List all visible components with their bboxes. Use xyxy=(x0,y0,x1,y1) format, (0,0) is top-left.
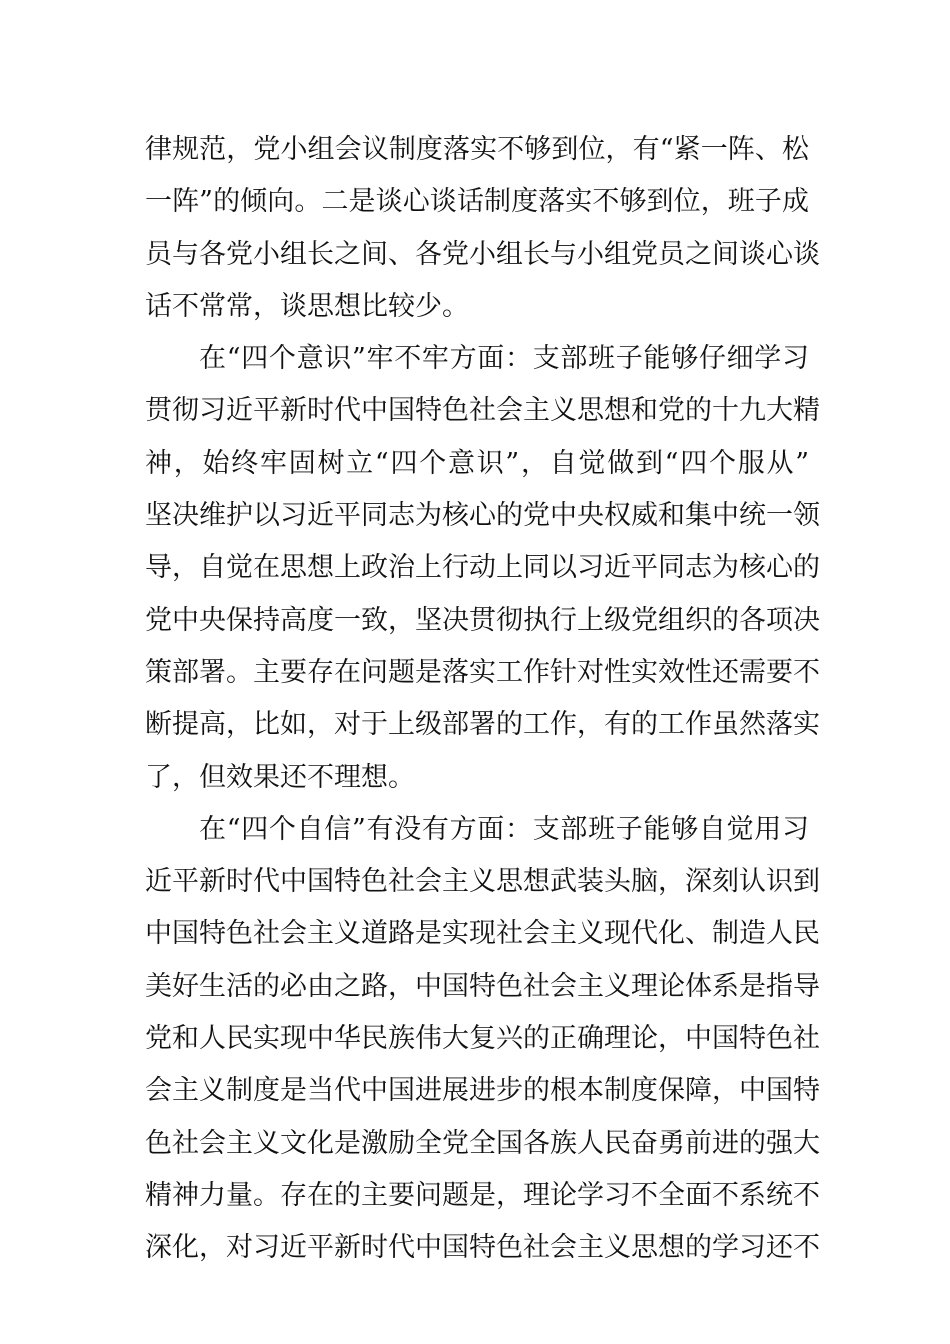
text-line: 神，始终牢固树立“四个意识”，自觉做到“四个服从” xyxy=(145,447,809,479)
text-line: 话不常常，谈思想比较少。 xyxy=(145,290,469,322)
text-line: 美好生活的必由之路，中国特色社会主义理论体系是指导 xyxy=(145,970,820,1002)
text-line: 色社会主义文化是激励全党全国各族人民奋勇前进的强大 xyxy=(145,1127,820,1159)
text-line: 精神力量。存在的主要问题是，理论学习不全面不系统不 xyxy=(145,1179,820,1211)
text-line: 律规范，党小组会议制度落实不够到位，有“紧一阵、松 xyxy=(145,134,809,165)
text-line: 会主义制度是当代中国进展进步的根本制度保障，中国特 xyxy=(145,1075,820,1107)
text-line: 坚决维护以习近平同志为核心的党中央权威和集中统一领 xyxy=(145,500,820,532)
text-line: 一阵”的倾向。二是谈心谈话制度落实不够到位，班子成 xyxy=(145,186,809,218)
text-line: 在“四个自信”有没有方面：支部班子能够自觉用习 xyxy=(199,813,809,845)
text-line: 断提高，比如，对于上级部署的工作，有的工作虽然落实 xyxy=(145,709,820,741)
text-line: 中国特色社会主义道路是实现社会主义现代化、制造人民 xyxy=(145,918,820,950)
text-line: 近平新时代中国特色社会主义思想武装头脑，深刻认识到 xyxy=(145,866,820,898)
text-line: 策部署。主要存在问题是落实工作针对性实效性还需要不 xyxy=(145,656,820,688)
text-line: 深化，对习近平新时代中国特色社会主义思想的学习还不 xyxy=(145,1232,820,1264)
text-line: 导，自觉在思想上政治上行动上同以习近平同志为核心的 xyxy=(145,552,820,584)
text-line: 贯彻习近平新时代中国特色社会主义思想和党的十九大精 xyxy=(145,395,820,427)
text-line: 了，但效果还不理想。 xyxy=(145,761,415,793)
text-line: 在“四个意识”牢不牢方面：支部班子能够仔细学习 xyxy=(199,343,809,375)
text-line: 员与各党小组长之间、各党小组长与小组党员之间谈心谈 xyxy=(145,238,820,270)
document-body xyxy=(145,124,820,1275)
text-line: 党中央保持高度一致，坚决贯彻执行上级党组织的各项决 xyxy=(145,604,820,636)
text-line: 党和人民实现中华民族伟大复兴的正确理论，中国特色社 xyxy=(145,1023,820,1055)
